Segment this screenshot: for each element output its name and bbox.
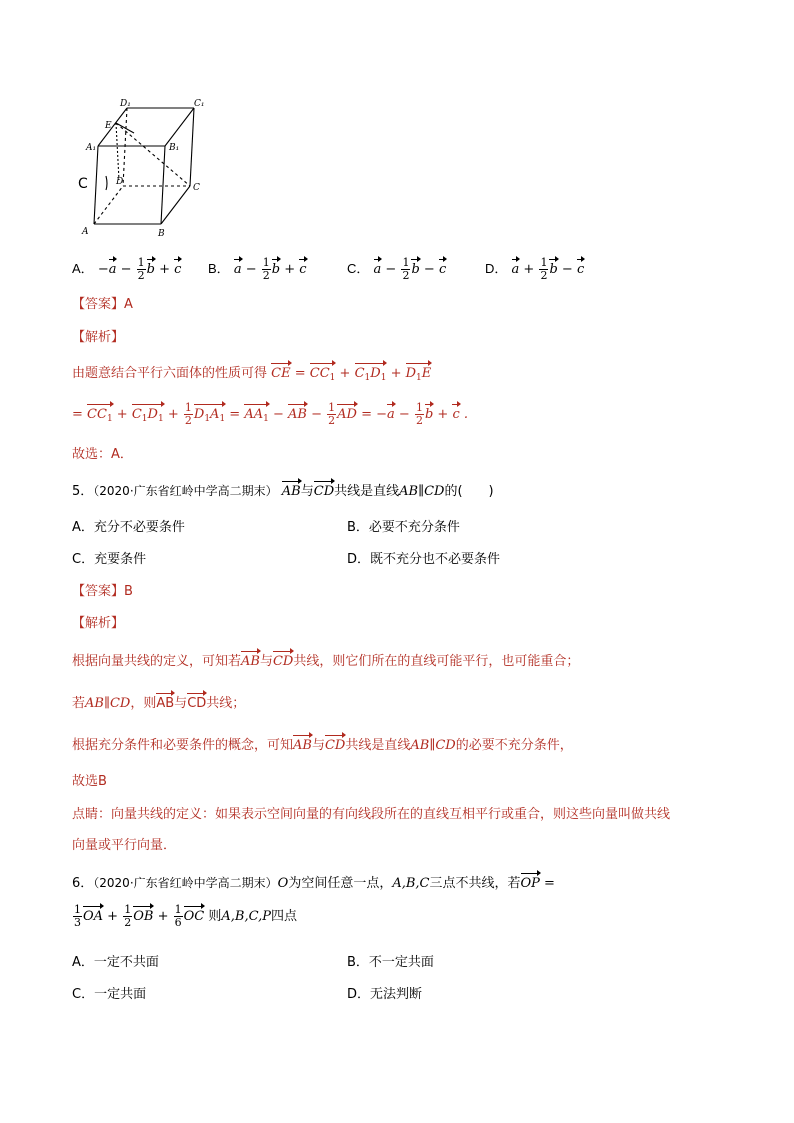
option-text: 无法判断	[370, 987, 423, 1002]
q6-stem-line-1: 6．（2020·广东省红岭中学高二期末）O为空间任意一点，A,B,C三点不共线，若OP =	[72, 876, 555, 891]
q5-note-line-1: 点睛：向量共线的定义：如果表示空间向量的有向线段所在的直线互相平行或重合，则这些向量叫做共线	[72, 807, 671, 822]
stem-text: 三点不共线，若	[429, 876, 521, 891]
analysis-text: 与	[174, 696, 188, 711]
analysis-text: 与	[259, 654, 273, 669]
q5-option-c	[72, 548, 146, 567]
stem-text: 与	[300, 484, 314, 499]
option-text: 充分不必要条件	[93, 520, 185, 535]
q5-analysis-line-2: 若AB∥CD，则AB与CD共线；	[72, 696, 246, 711]
option-text: 必要不充分条件	[368, 520, 460, 535]
q5-note-line-2: 向量或平行向量．	[72, 838, 177, 853]
q5-analysis-line-1: 根据向量共线的定义，可知若AB与CD共线，则它们所在的直线可能平行，也可能重合；	[72, 654, 580, 669]
vertex-label-c: C	[193, 183, 200, 193]
q4-answer: 【答案】A	[72, 297, 133, 312]
q4-choose: 故选：A．	[72, 447, 133, 462]
analysis-text: 根据向量共线的定义，可知若	[72, 654, 242, 669]
question-source: （2020·广东省红岭中学高二期末）	[93, 484, 278, 498]
option-letter: A．	[72, 261, 94, 276]
option-letter: D．	[485, 261, 508, 276]
q5-option-d	[347, 548, 500, 567]
option-text: 既不充分也不必要条件	[370, 552, 501, 567]
analysis-relation: AB∥CD	[85, 696, 131, 711]
analysis-relation: AB∥CD	[410, 738, 456, 753]
stem-points: A,B,C,P	[221, 909, 271, 924]
analysis-text: 与	[311, 738, 325, 753]
analysis-text: 由题意结合平行六面体的性质可得	[72, 366, 268, 381]
analysis-text: 根据充分条件和必要条件的概念，可知	[72, 738, 294, 753]
q6-option-d	[347, 983, 422, 1002]
vertex-label-d: D	[116, 177, 124, 187]
question-number: 5．	[72, 484, 94, 499]
parallelepiped-figure	[72, 96, 222, 241]
q6-option-a	[72, 951, 159, 970]
option-text: 一定不共面	[93, 955, 159, 970]
stem-text: 则	[208, 909, 222, 924]
option-text: 不一定共面	[368, 955, 434, 970]
q5-option-a	[72, 516, 185, 535]
q5-stem: 5．（2020·广东省红岭中学高二期末） AB与CD共线是直线AB∥CD的( )	[72, 484, 494, 499]
stem-text: 为空间任意一点，	[288, 876, 393, 891]
q5-option-b	[347, 516, 460, 535]
analysis-text: ，则	[130, 696, 157, 711]
q6-option-c	[72, 983, 146, 1002]
q4-option-a: A． −a − $\frac{1}{2}$ b + c	[72, 256, 182, 282]
q5-answer: 【答案】B	[72, 584, 133, 599]
q4-option-d: D． a + $\frac{1}{2}$ b − c	[485, 256, 585, 282]
q4-analysis-tag: 【解析】	[72, 330, 125, 345]
analysis-text: 共线；	[206, 696, 246, 711]
q4-option-c: C． a − $\frac{1}{2}$ b − c	[347, 256, 447, 282]
analysis-text: 的必要不充分条件，	[455, 738, 573, 753]
option-text: 充要条件	[94, 552, 147, 567]
q4-analysis-line-1: 由题意结合平行六面体的性质可得 CE = $CC_1 + C_1D_1 + D_1E$	[72, 366, 432, 383]
question-source: （2020·广东省红岭中学高二期末）	[93, 876, 278, 890]
option-letter: B．	[347, 955, 369, 970]
option-letter: C．	[347, 261, 370, 276]
analysis-text: 共线是直线	[345, 738, 411, 753]
option-letter: B．	[347, 520, 369, 535]
q6-stem-line-2: $\frac{1}{3}$ OA + $\frac{1}{2}$ OB + $\frac{1}{6}$ OC 则A,B,C,P四点	[74, 903, 297, 929]
option-letter: A．	[72, 520, 94, 535]
q4-option-b: B． a − $\frac{1}{2}$ b + c	[208, 256, 307, 282]
option-letter: A．	[72, 955, 94, 970]
option-text: 一定共面	[94, 987, 147, 1002]
option-letter: C．	[72, 552, 95, 567]
stem-points: A,B,C	[392, 876, 430, 891]
q5-choose: 故选B	[72, 774, 107, 789]
q6-option-b	[347, 951, 434, 970]
vertex-label-e: E	[105, 121, 112, 131]
q4-analysis-line-2: = $CC_1 + C_1D_1$ + $\frac{1}{2}$ $D_1A_1 = AA_1$ − AB − $\frac{1}{2}$ AD = −a − $\frac{1}{2}$ b + c .	[72, 401, 469, 427]
stem-text: 的( )	[444, 484, 494, 499]
stem-text: 四点	[270, 909, 297, 924]
vertex-label-c-side: C	[78, 176, 88, 192]
q5-analysis-tag: 【解析】	[72, 616, 125, 631]
stem-relation: AB∥CD	[399, 484, 445, 499]
option-letter: D．	[347, 987, 371, 1002]
option-letter: C．	[72, 987, 95, 1002]
vertex-label-a: A	[82, 227, 89, 237]
analysis-text: 若	[72, 696, 86, 711]
vertex-label-d1: D₁	[120, 99, 131, 109]
stem-text: 共线是直线	[334, 484, 400, 499]
vertex-label-a1: A₁	[86, 143, 97, 153]
analysis-text: 共线，则它们所在的直线可能平行，也可能重合；	[293, 654, 580, 669]
option-letter: D．	[347, 552, 371, 567]
option-letter: B．	[208, 261, 230, 276]
vertex-label-b: B	[158, 229, 165, 239]
vertex-label-c1: C₁	[194, 99, 205, 109]
q5-analysis-line-3: 根据充分条件和必要条件的概念，可知AB与CD共线是直线AB∥CD的必要不充分条件，	[72, 738, 573, 753]
vertex-label-b1: B₁	[169, 143, 180, 153]
question-number: 6．	[72, 876, 94, 891]
